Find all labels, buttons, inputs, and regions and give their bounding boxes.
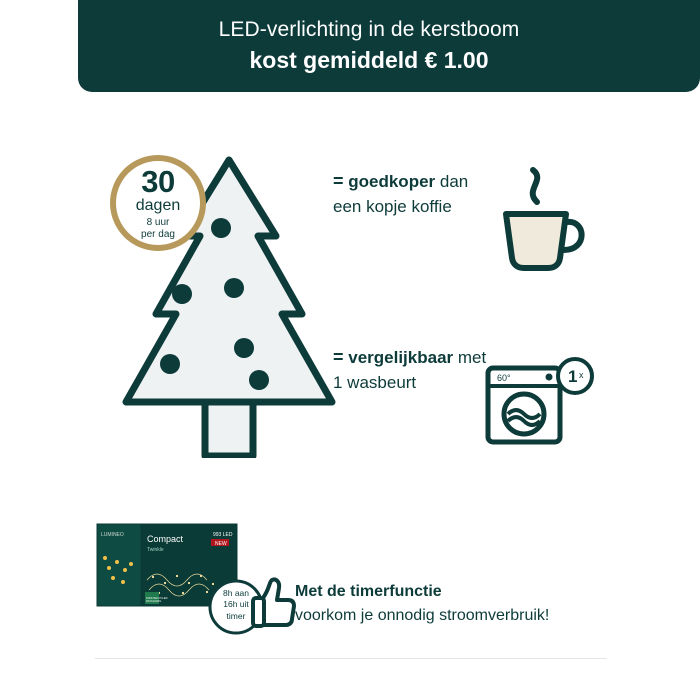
badge-subtext-line-2: per dag [141,228,175,240]
timer-section [95,520,615,630]
svg-text:x: x [579,370,584,380]
svg-text:60°: 60° [497,373,511,383]
timer-bubble-text [213,588,259,622]
header-title-line-1: LED-verlichting in de kerstboom [218,17,520,41]
header-title-line-2: kost gemiddeld € 1.00 [249,46,489,73]
comparison-coffee-strong: goedkoper [348,172,436,191]
comparison-wash-line-2: 1 wasbeurt [333,372,417,392]
comparison-coffee [333,168,673,219]
timer-text-block [295,582,605,626]
svg-text:LUMINEO: LUMINEO [101,532,124,538]
svg-text:1: 1 [568,367,578,386]
bottom-divider [95,658,607,659]
timer-bubble-line-1: 8h aan [223,588,249,598]
svg-text:PACKAGING: PACKAGING [146,600,162,603]
washing-machine-icon [483,356,598,451]
svg-text:Compact: Compact [147,534,184,544]
comparison-wash-equals: = [333,347,344,367]
timer-bubble-line-2: 16h uit [223,599,249,610]
svg-text:993 LED: 993 LED [213,532,233,538]
comparison-wash-after: met [453,348,487,367]
svg-text:100% RECYCLED: 100% RECYCLED [146,597,168,600]
badge-number: 30 [141,164,175,199]
header-banner [78,0,700,92]
badge-subtext-line-1: 8 uur [146,217,170,228]
badge-subtext [141,217,175,240]
badge-unit: dagen [135,197,181,214]
svg-text:Twinkle: Twinkle [147,547,164,553]
duration-badge [110,155,206,251]
timer-bubble-line-3: timer [226,610,246,621]
timer-subtitle: voorkom je onnodig stroomverbruik! [295,606,550,624]
comparison-wash-strong: vergelijkbaar [348,348,454,367]
comparison-coffee-equals: = [333,171,344,191]
comparison-washing-machine [333,344,673,395]
comparison-coffee-line-2: een kopje koffie [333,196,452,216]
comparison-coffee-after: dan [435,172,469,191]
timer-title: Met de timerfunctie [295,583,442,600]
coffee-cup-icon [488,162,608,277]
svg-text:NEW: NEW [215,541,227,547]
